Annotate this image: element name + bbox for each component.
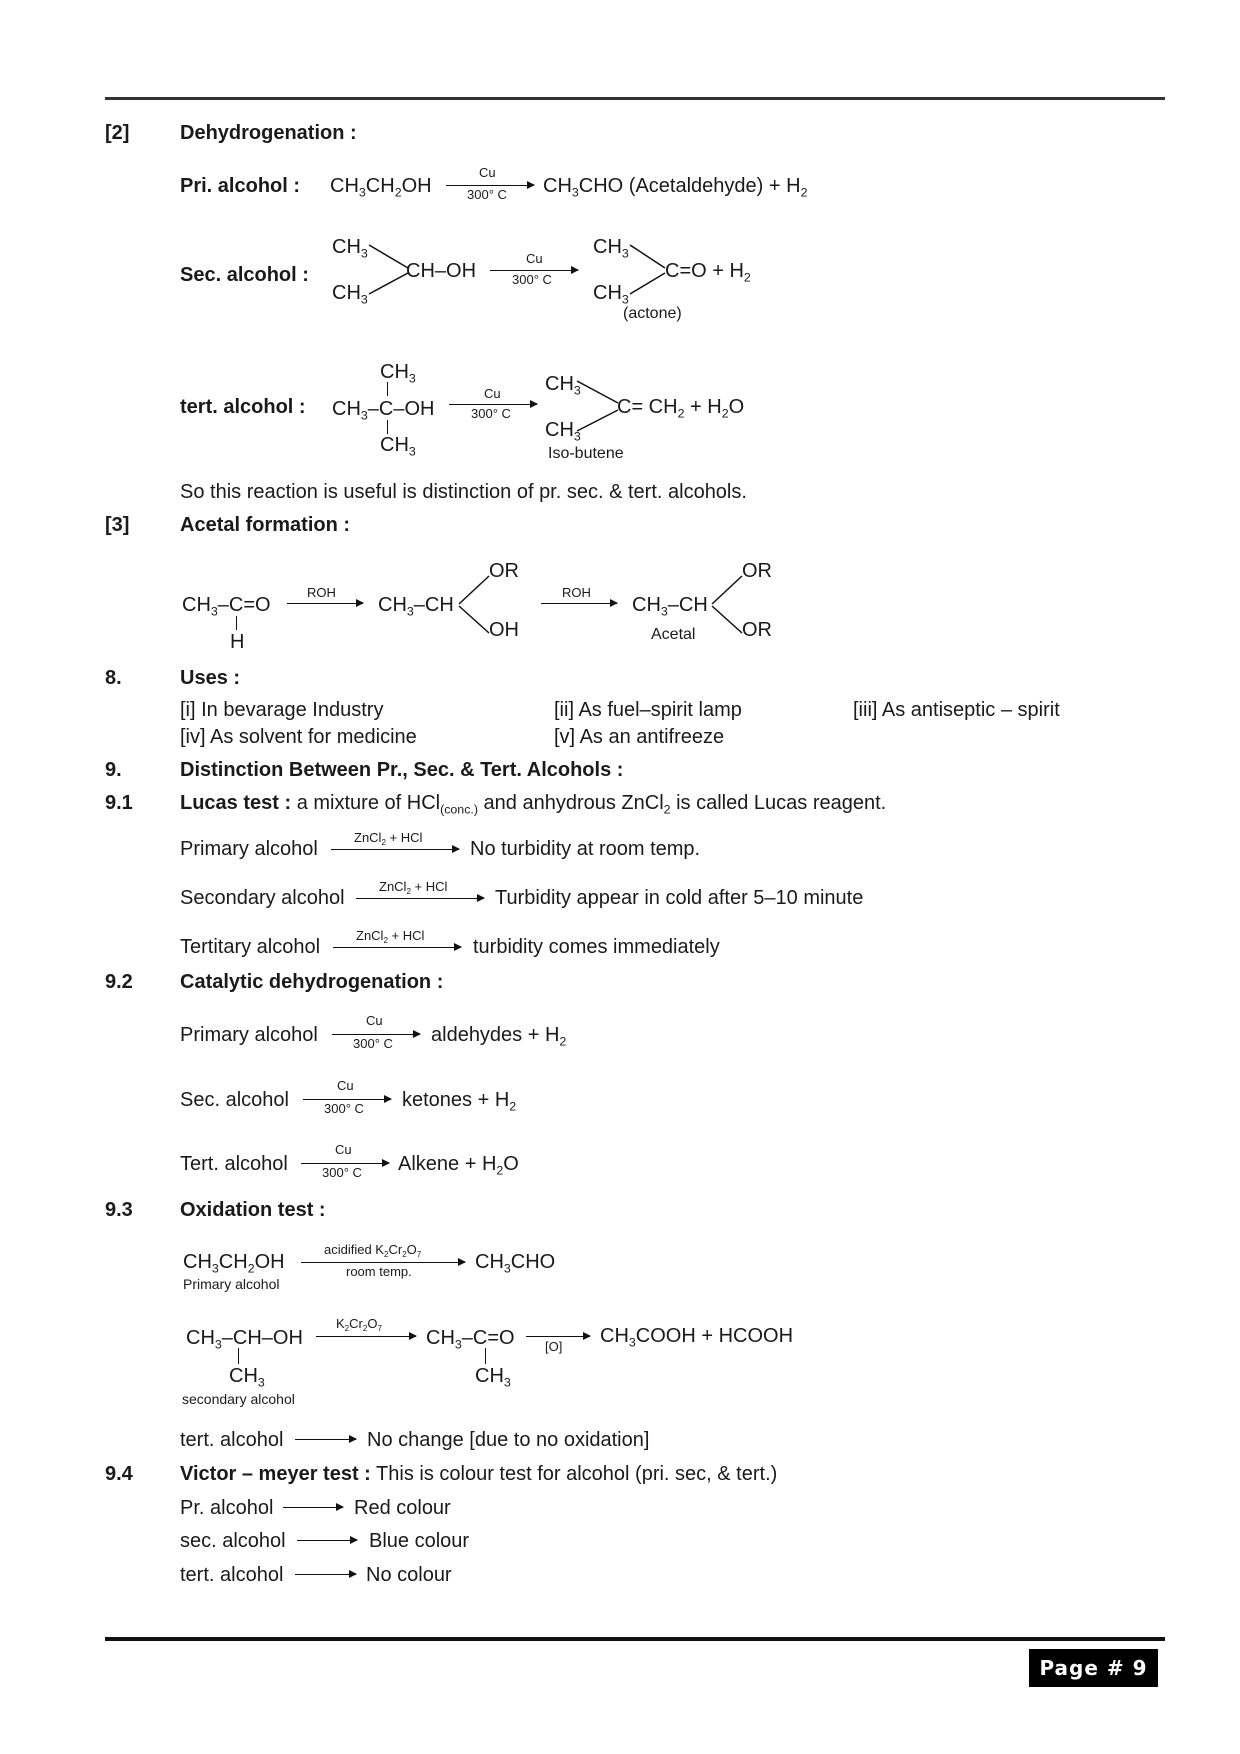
section-heading: Acetal formation : bbox=[180, 514, 351, 536]
product-text bbox=[402, 1088, 516, 1112]
f-sub: 2 bbox=[383, 1249, 389, 1259]
f: O bbox=[367, 1316, 378, 1331]
reaction-arrow bbox=[526, 1336, 590, 1337]
group-top: OR bbox=[742, 560, 772, 582]
product-methyl-bottom bbox=[545, 418, 581, 442]
section-number: 9.3 bbox=[105, 1199, 133, 1221]
group-top: OR bbox=[489, 560, 519, 582]
f: Cr bbox=[349, 1316, 363, 1331]
f-sub: 3 bbox=[621, 246, 629, 261]
f: Alkene + H bbox=[398, 1153, 497, 1175]
f-sub: 3 bbox=[214, 1337, 222, 1352]
f: + HCl bbox=[385, 830, 423, 845]
f: O bbox=[406, 1242, 417, 1257]
f-sub: 3 bbox=[571, 185, 579, 200]
f: CH bbox=[475, 1365, 504, 1387]
product-methyl-top bbox=[593, 235, 629, 259]
center-group bbox=[332, 397, 435, 421]
f-sub: 2 bbox=[496, 1163, 504, 1178]
f: ZnCl bbox=[379, 879, 407, 894]
reaction-label: tert. alcohol : bbox=[180, 396, 306, 418]
f-sub: 2 bbox=[402, 1249, 407, 1259]
f: CH bbox=[229, 1365, 258, 1387]
catalyst-label: Cu bbox=[337, 1078, 354, 1093]
reaction-label: Pri. alcohol : bbox=[180, 175, 301, 197]
f-sub: 2 bbox=[362, 1323, 368, 1333]
f: CH bbox=[380, 361, 409, 383]
condition-label: 300° C bbox=[353, 1036, 393, 1051]
use-item: [i] In bevarage Industry bbox=[180, 699, 384, 721]
f: Cr bbox=[388, 1242, 403, 1257]
product-center bbox=[665, 259, 751, 283]
section-number: 9.4 bbox=[105, 1463, 133, 1485]
use-item: [iv] As solvent for medicine bbox=[180, 726, 417, 748]
reagent-label bbox=[336, 1317, 382, 1331]
condition-label: 300° C bbox=[322, 1165, 362, 1180]
reactant-label: Primary alcohol bbox=[180, 1024, 318, 1046]
f-sub: 3 bbox=[257, 1375, 265, 1390]
f-sub: 2 bbox=[663, 802, 671, 817]
product-formula bbox=[632, 593, 708, 617]
condition-label: 300° C bbox=[324, 1101, 364, 1116]
f: aldehydes + H bbox=[431, 1024, 560, 1046]
f-sub: 3 bbox=[210, 604, 218, 619]
reactant-name: Primary alcohol bbox=[183, 1276, 280, 1292]
f: is called Lucas reagent. bbox=[670, 792, 887, 814]
reactant-label: tert. alcohol bbox=[180, 1564, 284, 1586]
f-sub: 3 bbox=[454, 1337, 462, 1352]
f-sub: 2 bbox=[247, 1261, 255, 1276]
condition-label: 300° C bbox=[467, 187, 507, 202]
reaction-arrow bbox=[333, 947, 461, 948]
f: CH bbox=[632, 594, 661, 616]
use-item: [iii] As antiseptic – spirit bbox=[853, 699, 1060, 721]
f: –C=O bbox=[461, 1327, 515, 1349]
f-sub: 3 bbox=[211, 1261, 219, 1276]
section-heading: Uses : bbox=[180, 667, 241, 689]
f-sub: 3 bbox=[573, 429, 581, 444]
reactant-label: Tertitary alcohol bbox=[180, 936, 321, 958]
f: + HCl bbox=[410, 879, 448, 894]
section-number: 8. bbox=[105, 667, 122, 689]
f: CH bbox=[332, 398, 361, 420]
reaction-arrow bbox=[295, 1574, 356, 1575]
f: CH bbox=[332, 282, 361, 304]
methyl-top bbox=[380, 360, 416, 384]
f-sub: 3 bbox=[503, 1261, 511, 1276]
reagent-label: ROH bbox=[307, 585, 336, 600]
f: CH bbox=[182, 594, 211, 616]
product-text bbox=[398, 1152, 519, 1176]
f-sub: 2 bbox=[743, 270, 751, 285]
reagent-label bbox=[379, 880, 447, 894]
reaction-arrow bbox=[301, 1163, 389, 1164]
product-center bbox=[617, 395, 744, 419]
f: CH bbox=[330, 175, 359, 197]
f: acidified K bbox=[324, 1242, 384, 1257]
f: + H bbox=[684, 396, 722, 418]
product-name: (actone) bbox=[623, 305, 682, 322]
f: OH bbox=[401, 175, 432, 197]
f-sub: 3 bbox=[621, 292, 629, 307]
result-text: Turbidity appear in cold after 5–10 minute bbox=[495, 887, 864, 909]
reactant-label: Tert. alcohol bbox=[180, 1153, 288, 1175]
section-heading: Oxidation test : bbox=[180, 1199, 326, 1221]
section-number: [2] bbox=[105, 122, 130, 144]
methyl-branch bbox=[475, 1364, 511, 1388]
reaction-arrow bbox=[449, 404, 537, 405]
f-sub: 3 bbox=[408, 444, 416, 459]
f-sub: 3 bbox=[503, 1375, 511, 1390]
group-bottom: OR bbox=[742, 619, 772, 641]
f-sub: 3 bbox=[408, 371, 416, 386]
bond-line bbox=[387, 382, 388, 396]
reaction-arrow bbox=[301, 1262, 465, 1263]
f: + HCl bbox=[387, 928, 425, 943]
reaction-arrow bbox=[332, 1034, 420, 1035]
f: CH bbox=[380, 434, 409, 456]
reactant-label: tert. alcohol bbox=[180, 1429, 284, 1451]
intermediate-formula bbox=[426, 1326, 515, 1350]
reaction-arrow bbox=[541, 603, 617, 604]
f: CH bbox=[543, 175, 572, 197]
victor-description bbox=[180, 1462, 777, 1486]
result-text: Red colour bbox=[354, 1497, 451, 1519]
f: ketones + H bbox=[402, 1089, 510, 1111]
reactant-name: secondary alcohol bbox=[182, 1391, 295, 1407]
f-sub: 2 bbox=[406, 886, 411, 896]
f-sub: (conc.) bbox=[440, 802, 478, 817]
reactant-label: Secondary alcohol bbox=[180, 887, 345, 909]
catalyst-label: Cu bbox=[526, 251, 543, 266]
bond-line bbox=[485, 1348, 486, 1364]
bond-line bbox=[387, 420, 388, 434]
f: –CH bbox=[413, 594, 454, 616]
f: CH bbox=[332, 236, 361, 258]
reaction-arrow bbox=[303, 1099, 391, 1100]
reactant-formula bbox=[183, 1250, 285, 1274]
reagent-label bbox=[354, 831, 422, 845]
reactant-label: Sec. alcohol bbox=[180, 1089, 289, 1111]
reactant-label: Pr. alcohol bbox=[180, 1497, 274, 1519]
center-group: CH–OH bbox=[406, 260, 477, 282]
product-name: Acetal bbox=[651, 626, 696, 643]
reagent-label bbox=[356, 929, 424, 943]
f: CHO bbox=[510, 1251, 556, 1273]
product-methyl-top bbox=[545, 372, 581, 396]
reaction-arrow bbox=[331, 849, 459, 850]
f: O bbox=[728, 396, 745, 418]
f: CH bbox=[378, 594, 407, 616]
reactant-formula bbox=[186, 1326, 303, 1350]
reactant-label: sec. alcohol bbox=[180, 1530, 286, 1552]
bottom-rule bbox=[105, 1637, 1165, 1641]
f: CH bbox=[183, 1251, 212, 1273]
reagent-label bbox=[324, 1243, 421, 1257]
condition-label: 300° C bbox=[471, 406, 511, 421]
f-sub: 2 bbox=[381, 837, 386, 847]
methyl-branch bbox=[229, 1364, 265, 1388]
f-sub: 2 bbox=[677, 406, 685, 421]
f: –CH–OH bbox=[221, 1327, 303, 1349]
methyl-bottom bbox=[380, 433, 416, 457]
f: –C=O bbox=[217, 594, 271, 616]
intermediate-formula bbox=[378, 593, 454, 617]
section-number: 9. bbox=[105, 759, 122, 781]
note-text: So this reaction is useful is distinction of pr. sec. & tert. alcohols. bbox=[180, 481, 747, 503]
catalyst-label: Cu bbox=[335, 1142, 352, 1157]
reactant-formula bbox=[182, 593, 271, 617]
f: –C–OH bbox=[367, 398, 435, 420]
f-sub: 3 bbox=[628, 1335, 636, 1350]
catalyst-label: Cu bbox=[484, 386, 501, 401]
f: COOH + HCOOH bbox=[635, 1325, 794, 1347]
f: and anhydrous ZnCl bbox=[477, 792, 664, 814]
f-sub: 2 bbox=[394, 185, 402, 200]
f: CH bbox=[218, 1251, 248, 1273]
product-formula bbox=[475, 1250, 555, 1274]
use-item: [ii] As fuel–spirit lamp bbox=[554, 699, 742, 721]
f: a mixture of HCl bbox=[291, 792, 441, 814]
f: C=O + H bbox=[665, 260, 744, 282]
f-sub: 2 bbox=[559, 1034, 567, 1049]
f: K bbox=[336, 1316, 345, 1331]
f: –CH bbox=[667, 594, 708, 616]
bond-line bbox=[236, 616, 237, 630]
f: CH bbox=[545, 373, 574, 395]
f: CH bbox=[545, 419, 574, 441]
f-sub: 3 bbox=[573, 383, 581, 398]
condition-label: [O] bbox=[545, 1339, 563, 1354]
section-heading: Dehydrogenation : bbox=[180, 122, 357, 144]
f-sub: 3 bbox=[406, 604, 414, 619]
reaction-label: Sec. alcohol : bbox=[180, 264, 309, 286]
reaction-arrow bbox=[490, 270, 578, 271]
f-sub: 2 bbox=[383, 935, 388, 945]
f-sub: 2 bbox=[509, 1099, 517, 1114]
section-heading: Distinction Between Pr., Sec. & Tert. Alcohols : bbox=[180, 759, 624, 781]
bond-line bbox=[238, 1348, 239, 1364]
catalyst-label: Cu bbox=[479, 165, 496, 180]
product-methyl-bottom bbox=[593, 281, 629, 305]
f-sub: 2 bbox=[800, 185, 808, 200]
result-text: No colour bbox=[366, 1564, 452, 1586]
product-formula bbox=[600, 1324, 793, 1348]
victor-title: Victor – meyer test : bbox=[180, 1463, 371, 1485]
f: CH bbox=[600, 1325, 629, 1347]
section-number: 9.1 bbox=[105, 792, 133, 814]
product-text bbox=[431, 1023, 566, 1047]
lucas-title: Lucas test : bbox=[180, 792, 292, 814]
f: CH bbox=[365, 175, 395, 197]
f: This is colour test for alcohol (pri. sec, & tert.) bbox=[370, 1463, 778, 1485]
condition-label: room temp. bbox=[346, 1264, 412, 1279]
section-heading: Catalytic dehydrogenation : bbox=[180, 971, 444, 993]
catalyst-label: Cu bbox=[366, 1013, 383, 1028]
lucas-description bbox=[180, 791, 886, 815]
f-sub: 7 bbox=[416, 1249, 422, 1259]
f: ZnCl bbox=[356, 928, 384, 943]
reaction-arrow bbox=[297, 1540, 357, 1541]
f-sub: 2 bbox=[344, 1323, 350, 1333]
result-text: No turbidity at room temp. bbox=[470, 838, 701, 860]
f-sub: 7 bbox=[377, 1323, 382, 1333]
result-text: Blue colour bbox=[369, 1530, 470, 1552]
reaction-arrow bbox=[283, 1507, 343, 1508]
f: OH bbox=[254, 1251, 285, 1273]
result-text: turbidity comes immediately bbox=[473, 936, 720, 958]
f-sub: 3 bbox=[360, 292, 368, 307]
result-text: No change [due to no oxidation] bbox=[367, 1429, 650, 1451]
f-sub: 2 bbox=[721, 406, 729, 421]
group-bottom: OH bbox=[489, 619, 519, 641]
hydrogen-branch: H bbox=[230, 631, 245, 653]
page-number-badge: Page # 9 bbox=[1029, 1649, 1158, 1687]
f-sub: 3 bbox=[358, 185, 366, 200]
use-item: [v] As an antifreeze bbox=[554, 726, 725, 748]
f: C= CH bbox=[617, 396, 678, 418]
f: CHO (Acetaldehyde) + H bbox=[578, 175, 801, 197]
reagent-label: ROH bbox=[562, 585, 591, 600]
f: CH bbox=[186, 1327, 215, 1349]
condition-label: 300° C bbox=[512, 272, 552, 287]
reaction-arrow bbox=[316, 1336, 416, 1337]
reactant-label: Primary alcohol bbox=[180, 838, 318, 860]
reaction-arrow bbox=[295, 1439, 356, 1440]
f-sub: 3 bbox=[660, 604, 668, 619]
f: CH bbox=[593, 236, 622, 258]
reaction-arrow bbox=[356, 898, 484, 899]
f: CH bbox=[593, 282, 622, 304]
f-sub: 3 bbox=[360, 408, 368, 423]
product-name: Iso-butene bbox=[548, 445, 624, 462]
f: CH bbox=[475, 1251, 504, 1273]
section-number: 9.2 bbox=[105, 971, 133, 993]
f: O bbox=[503, 1153, 519, 1175]
f-sub: 3 bbox=[360, 246, 368, 261]
f: CH bbox=[426, 1327, 455, 1349]
section-number: [3] bbox=[105, 514, 130, 536]
reaction-arrow bbox=[287, 603, 363, 604]
f: ZnCl bbox=[354, 830, 382, 845]
